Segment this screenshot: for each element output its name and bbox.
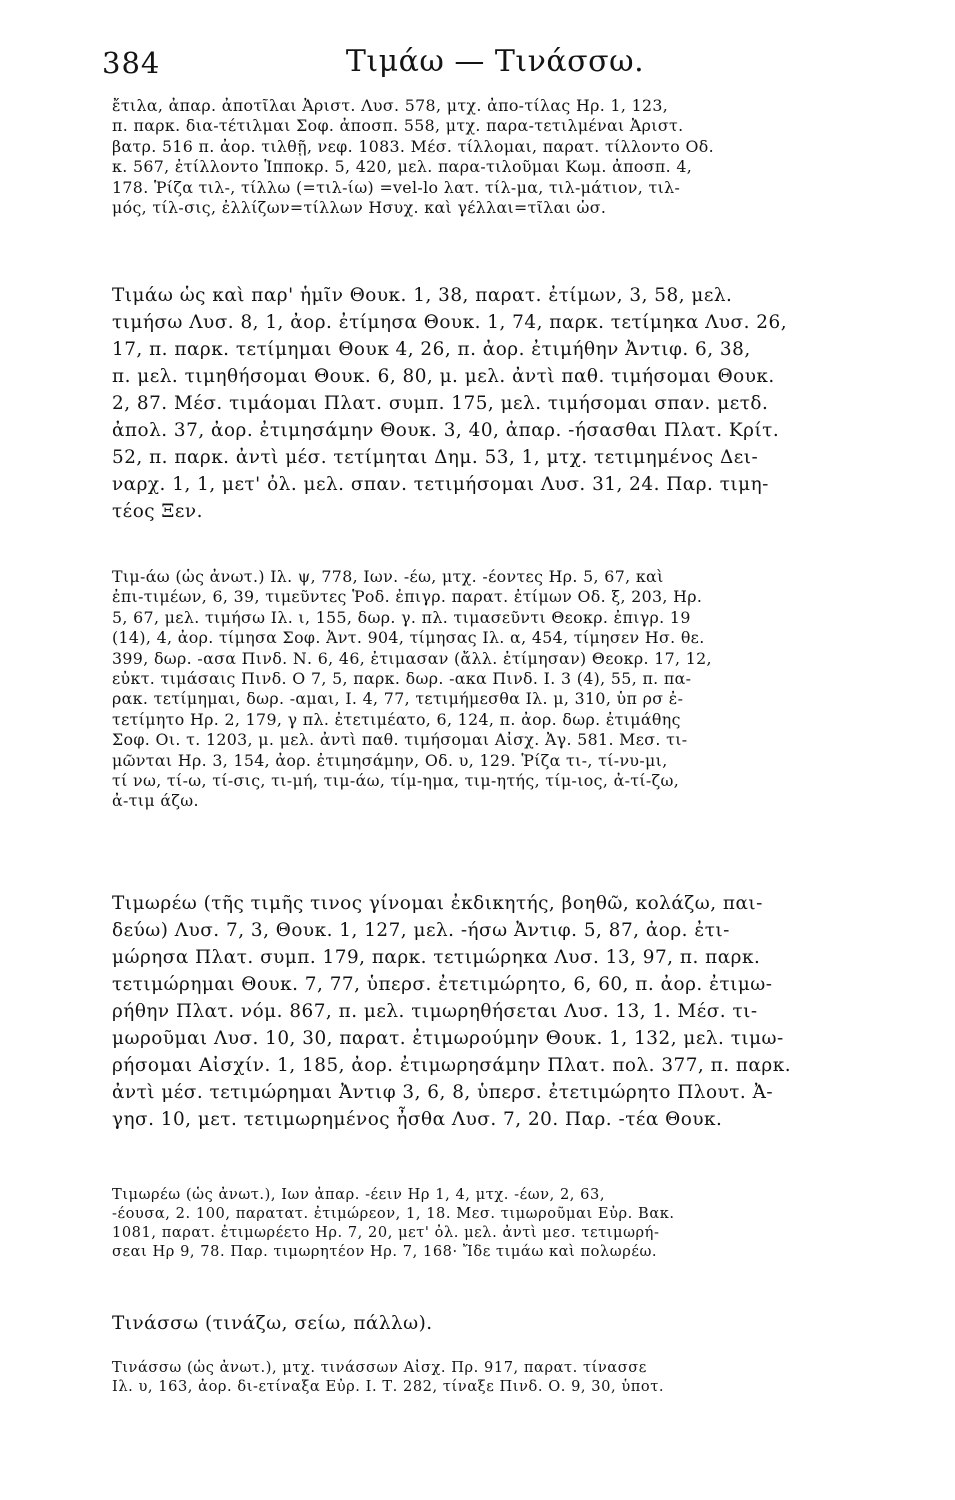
text-line: ρακ. τετίμημαι, δωρ. -αμαι, Ι. 4, 77, τετιμήμεσθα Ιλ. μ, 310, ὑπ ρσ ἐ- xyxy=(112,689,684,709)
text-line: 17, π. παρκ. τετίμημαι Θουκ 4, 26, π. ἀορ. ἐτιμήθην Ἀντιφ. 6, 38, xyxy=(112,339,751,360)
text-line: Ιλ. υ, 163, ἀορ. δι-ετίναξα Εὐρ. Ι. Τ. 282, τίναξε Πινδ. Ο. 9, 30, ὑποτ. xyxy=(112,1378,665,1395)
text-line: 178. Ῥίζα τιλ-, τίλλω (=τιλ-ίω) =vel-lo λατ. τίλ-μα, τιλ-μάτιον, τιλ- xyxy=(112,177,681,197)
text-line: ρήσομαι Αἰσχίν. 1, 185, ἀορ. ἐτιμωρησάμην Πλατ. πολ. 377, π. παρκ. xyxy=(112,1055,792,1076)
entry-first-line: Τιμ-άω (ὡς ἀνωτ.) Ιλ. ψ, 778, Ιων. -έω, μτχ. -έοντες Ηρ. 5, 67, καὶ xyxy=(112,567,664,586)
text-line: τί νω, τί-ω, τί-σις, τι-μή, τιμ-άω, τίμ-ημα, τιμ-ητής, τίμ-ιος, ἀ-τί-ζω, xyxy=(112,771,680,791)
text-line: τιμήσω Λυσ. 8, 1, ἀορ. ἐτίμησα Θουκ. 1, 74, παρκ. τετίμηκα Λυσ. 26, xyxy=(112,312,788,333)
text-line: Σοφ. Οι. τ. 1203, μ. μελ. ἀντὶ παθ. τιμήσομαι Αἰσχ. Ἀγ. 581. Μεσ. τι- xyxy=(112,730,688,750)
text-line: μωροῦμαι Λυσ. 10, 30, παρατ. ἐτιμωρούμην Θουκ. 1, 132, μελ. τιμω- xyxy=(112,1028,784,1049)
text-line: ναρχ. 1, 1, μετ' ὀλ. μελ. σπαν. τετιμήσομαι Λυσ. 31, 24. Παρ. τιμη- xyxy=(112,474,769,495)
text-line: τέος Ξεν. xyxy=(112,501,203,522)
text-line: ἐπι-τιμέων, 6, 39, τιμεῦντες Ῥοδ. ἐπιγρ. παρατ. ἐτίμων Οδ. ξ, 203, Ηρ. xyxy=(112,587,703,607)
text-line: τετιμώρημαι Θουκ. 7, 77, ὑπερσ. ἐτετιμώρητο, 6, 60, π. ἀορ. ἐτιμω- xyxy=(112,974,773,995)
entry-timao-poetic xyxy=(112,567,900,812)
entry-timoreo-attic xyxy=(112,890,900,1133)
entry-timao-attic xyxy=(112,282,900,525)
text-line: ἀντὶ μέσ. τετιμώρημαι Ἀντιφ 3, 6, 8, ὑπερσ. ἐτετιμώρητο Πλουτ. Ἀ- xyxy=(112,1082,774,1103)
entry-tinasso-attic xyxy=(112,1310,900,1337)
entry-first-line: Τινάσσω (ὡς ἀνωτ.), μτχ. τινάσσων Αἰσχ. Πρ. 917, παρατ. τίνασσε xyxy=(112,1359,647,1376)
text-line: ρήθην Πλατ. νόμ. 867, π. μελ. τιμωρηθήσεται Λυσ. 13, 1. Μέσ. τι- xyxy=(112,1001,758,1022)
text-line: βατρ. 516 π. ἀορ. τιλθῇ, νεφ. 1083. Μέσ. τίλλομαι, παρατ. τίλλοντο Οδ. xyxy=(112,136,715,156)
entry-first-line: Τινάσσω (τινάζω, σείω, πάλλω). xyxy=(112,1313,433,1334)
page-header xyxy=(100,38,890,88)
entry-first-line: Τιμωρέω (ὡς ἀνωτ.), Ιων ἀπαρ. -έειν Ηρ 1, 4, μτχ. -έων, 2, 63, xyxy=(112,1186,606,1203)
text-line: (14), 4, ἀορ. τίμησα Σοφ. Ἀντ. 904, τίμησας Ιλ. α, 454, τίμησεν Ησ. θε. xyxy=(112,628,705,648)
text-line: π. παρκ. δια-τέτιλμαι Σοφ. ἀποσπ. 558, μτχ. παρα-τετιλμέναι Ἀριστ. xyxy=(112,116,684,136)
text-line: μός, τίλ-σις, ἐλλίζων=τίλλων Ησυχ. καὶ γέλλαι=τῖλαι ὡσ. xyxy=(112,198,607,218)
text-line: π. μελ. τιμηθήσομαι Θουκ. 6, 80, μ. μελ. ἀντὶ παθ. τιμήσομαι Θουκ. xyxy=(112,366,775,387)
entry-tinasso-poetic xyxy=(112,1358,900,1396)
text-line: δεύω) Λυσ. 7, 3, Θουκ. 1, 127, μελ. -ήσω Ἀντιφ. 5, 87, ἀορ. ἐτι- xyxy=(112,920,730,941)
text-line: γησ. 10, μετ. τετιμωρημένος ἦσθα Λυσ. 7, 20. Παρ. -τέα Θουκ. xyxy=(112,1109,723,1130)
text-line: μώρησα Πλατ. συμπ. 179, παρκ. τετιμώρηκα Λυσ. 13, 97, π. παρκ. xyxy=(112,947,761,968)
text-line: μῶνται Ηρ. 3, 154, ἀορ. ἐτιμησάμην, Οδ. υ, 129. Ῥίζα τι-, τί-νυ-μι, xyxy=(112,750,668,770)
text-line: 2, 87. Μέσ. τιμάομαι Πλατ. συμπ. 175, μελ. τιμήσομαι σπαν. μετδ. xyxy=(112,393,769,414)
text-line: εὐκτ. τιμάσαις Πινδ. Ο 7, 5, παρκ. δωρ. -ακα Πινδ. Ι. 3 (4), 55, π. πα- xyxy=(112,669,692,689)
text-line: 52, π. παρκ. ἀντὶ μέσ. τετίμηται Δημ. 53, 1, μτχ. τετιμημένος Δει- xyxy=(112,447,759,468)
entry-first-line: Τιμάω ὡς καὶ παρ' ἡμῖν Θουκ. 1, 38, παρατ. ἐτίμων, 3, 58, μελ. xyxy=(112,285,733,306)
text-line: 399, δωρ. -ασα Πινδ. Ν. 6, 46, ἐτιμασαν (ἄλλ. ἐτίμησαν) Θεοκρ. 17, 12, xyxy=(112,648,712,668)
running-head: Τιμάω — Τινάσσω. xyxy=(345,44,645,79)
text-line: ἔτιλα, ἀπαρ. ἀποτῖλαι Ἀριστ. Λυσ. 578, μτχ. ἀπο-τίλας Ηρ. 1, 123, xyxy=(112,96,669,115)
text-line: κ. 567, ἐτίλλοντο Ἱπποκρ. 5, 420, μελ. παρα-τιλοῦμαι Κωμ. ἀποσπ. 4, xyxy=(112,157,693,177)
text-line: 1081, παρατ. ἐτιμωρέετο Ηρ. 7, 20, μετ' ὀλ. μελ. ἀντὶ μεσ. τετιμωρή- xyxy=(112,1224,660,1241)
page-number: 384 xyxy=(102,46,161,80)
text-line: -έουσα, 2. 100, παρατατ. ἐτιμώρεον, 1, 18. Μεσ. τιμωροῦμαι Εὐρ. Βακ. xyxy=(112,1205,675,1222)
text-line: σεαι Ηρ 9, 78. Παρ. τιμωρητέον Ηρ. 7, 168· Ἴδε τιμάω καὶ πολωρέω. xyxy=(112,1243,658,1260)
text-line: 5, 67, μελ. τιμήσω Ιλ. ι, 155, δωρ. γ. πλ. τιμασεῦντι Θεοκρ. ἐπιγρ. 19 xyxy=(112,607,691,627)
entry-first-line: Τιμωρέω (τῆς τιμῆς τινος γίνομαι ἐκδικητής, βοηθῶ, κολάζω, παι- xyxy=(112,893,763,914)
text-line: ἀ-τιμ άζω. xyxy=(112,791,199,811)
entry-tillo-continuation xyxy=(112,96,900,218)
text-line: ἀπολ. 37, ἀορ. ἐτιμησάμην Θουκ. 3, 40, ἀπαρ. -ήσασθαι Πλατ. Κρίτ. xyxy=(112,420,780,441)
entry-timoreo-ionic xyxy=(112,1185,900,1261)
text-line: τετίμητο Ηρ. 2, 179, γ πλ. ἐτετιμέατο, 6, 124, π. ἀορ. δωρ. ἐτιμάθης xyxy=(112,709,681,729)
